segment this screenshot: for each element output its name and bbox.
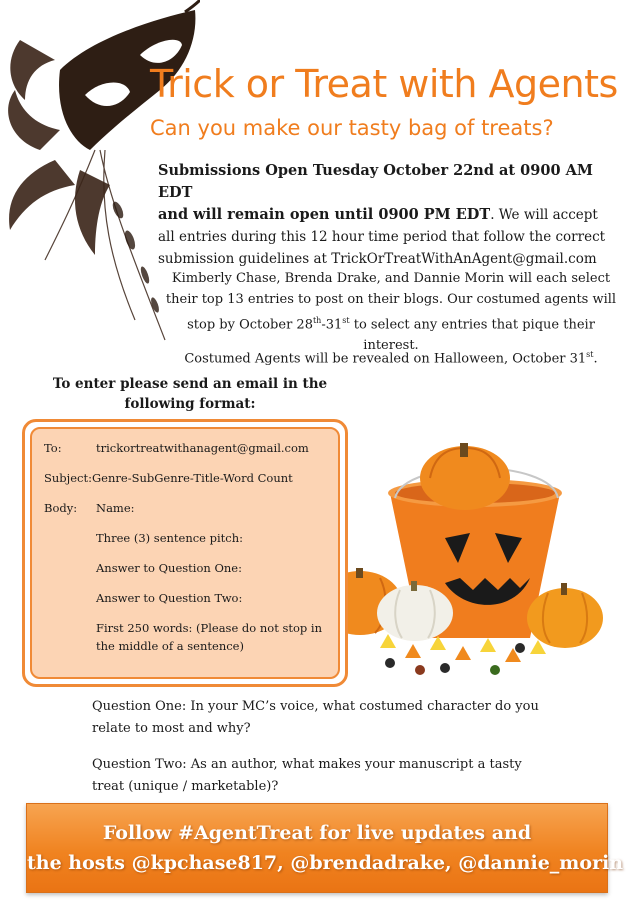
question-two-line: Question Two: As an author, what makes your manuscript a tasty xyxy=(92,757,522,772)
body-answer-two: Answer to Question Two: xyxy=(96,591,243,605)
submission-details: . We will accept all entries during this 12 hour time period that follow the correct submission guidelines at TrickOrTreatWithAnAgent@gmail.com xyxy=(158,207,606,267)
entry-heading-line: following format: xyxy=(124,396,256,412)
email-format-box xyxy=(22,419,348,687)
banner-line-1: Follow #AgentTreat for live updates and xyxy=(102,822,532,844)
reveal-paragraph xyxy=(160,350,622,366)
subject-value: Genre-SubGenre-Title-Word Count xyxy=(92,471,293,485)
question-one-line: relate to most and why? xyxy=(92,721,251,736)
subject-label: Subject: xyxy=(44,471,92,485)
body-name: Name: xyxy=(96,501,135,515)
to-value: trickortreatwithanagent@gmail.com xyxy=(96,441,309,455)
body-pitch: Three (3) sentence pitch: xyxy=(96,531,244,545)
superscript: st xyxy=(342,316,350,325)
follow-banner xyxy=(26,803,624,893)
question-two xyxy=(92,754,552,798)
reveal-end: . xyxy=(593,351,598,367)
page-subtitle: Can you make our tasty bag of treats? xyxy=(150,116,554,140)
submission-open-line: Submissions Open Tuesday October 22nd at 0900 AM EDT xyxy=(158,162,593,201)
submission-intro xyxy=(158,160,608,270)
body-first-250-cont: the middle of a sentence) xyxy=(96,639,244,653)
email-format-inner xyxy=(30,427,340,679)
hosts-text: to select any entries that pique their interest. xyxy=(349,317,595,354)
question-one-line: Question One: In your MC’s voice, what costumed character do you xyxy=(92,699,539,714)
banner-line-2: the hosts @kpchase817, @brendadrake, @dannie_morin xyxy=(27,852,624,874)
question-two-line: treat (unique / marketable)? xyxy=(92,779,279,794)
superscript: th xyxy=(312,316,322,325)
superscript: st xyxy=(586,350,594,359)
entry-heading xyxy=(40,374,340,414)
to-label: To: xyxy=(44,441,62,455)
body-label: Body: xyxy=(44,501,78,515)
page-title: Trick or Treat with Agents xyxy=(150,62,618,106)
body-answer-one: Answer to Question One: xyxy=(96,561,242,575)
submission-close-line: and will remain open until 0900 PM EDT xyxy=(158,206,491,223)
entry-heading-line: To enter please send an email in the xyxy=(52,376,328,392)
reveal-text: Costumed Agents will be revealed on Halloween, October 31 xyxy=(184,351,587,367)
hosts-text: Kimberly Chase, Brenda Drake, and Dannie Morin will each select their top 13 entries to post on their blogs. Our costumed agents will stop by October 28 xyxy=(165,271,617,333)
body-first-250: First 250 words: (Please do not stop in xyxy=(96,621,323,635)
hosts-text: -31 xyxy=(321,317,343,333)
hosts-paragraph xyxy=(160,268,622,356)
question-one xyxy=(92,696,552,740)
